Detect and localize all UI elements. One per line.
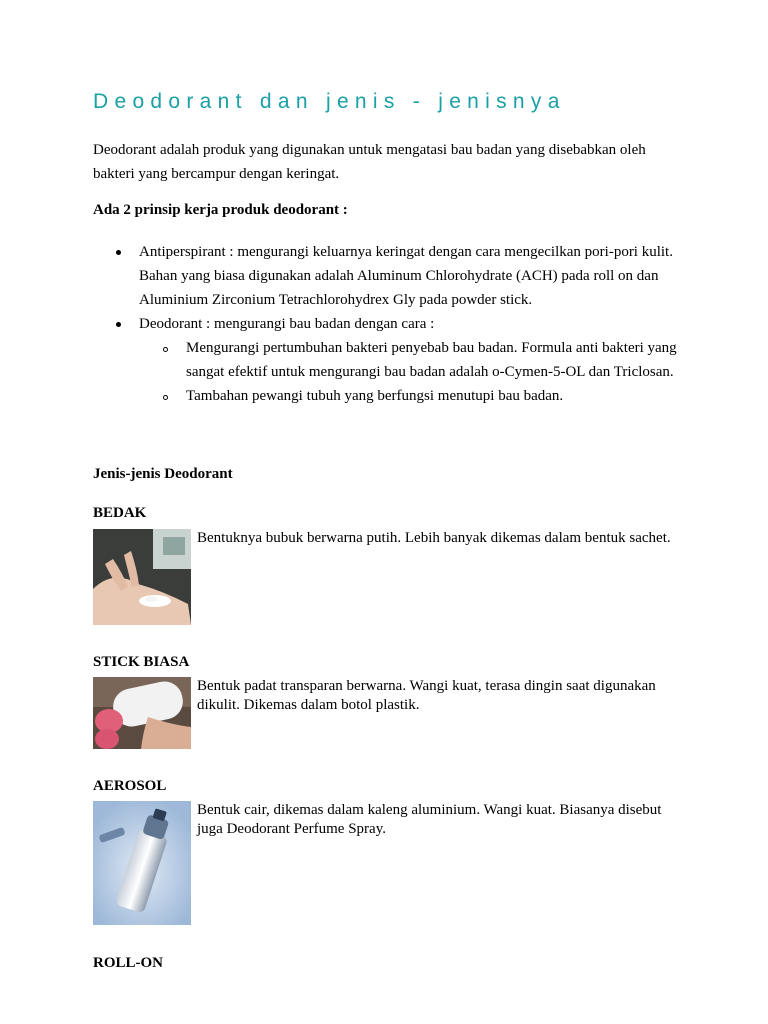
principles-heading: Ada 2 prinsip kerja produk deodorant : bbox=[93, 202, 348, 218]
type-desc-stick: Bentuk padat transparan berwarna. Wangi kuat, terasa dingin saat digunakan dikulit. Dikemas dalam botol plastik. bbox=[197, 678, 656, 713]
stick-deodorant-image bbox=[93, 677, 191, 749]
sub-item-antibacterial: Mengurangi pertumbuhan bakteri penyebab bau badan. Formula anti bakteri yang sangat efektif untuk mengurangi bau badan adalah o-Cymen-5-OL dan Triclosan. bbox=[186, 340, 677, 380]
type-heading-stick: STICK BIASA bbox=[93, 654, 190, 670]
types-heading: Jenis-jenis Deodorant bbox=[93, 466, 233, 482]
bullet-icon bbox=[116, 250, 121, 255]
type-heading-aerosol: AEROSOL bbox=[93, 778, 167, 794]
type-desc-aerosol: Bentuk cair, dikemas dalam kaleng aluminium. Wangi kuat. Biasanya disebut juga Deodorant Perfume Spray. bbox=[197, 802, 662, 837]
principles-list bbox=[93, 240, 683, 408]
circle-bullet-icon bbox=[163, 347, 168, 352]
type-heading-bedak: BEDAK bbox=[93, 505, 147, 521]
bullet-icon bbox=[116, 322, 121, 327]
deodorant-sublist bbox=[139, 336, 683, 408]
principle-antiperspirant: Antiperspirant : mengurangi keluarnya keringat dengan cara mengecilkan pori-pori kulit. Bahan yang biasa digunakan adalah Aluminum Chlorohydrate (ACH) pada roll on dan Aluminium Zirconium Tetrachlorohydrex Gly pada powder stick. bbox=[139, 244, 673, 308]
aerosol-can-image bbox=[93, 801, 191, 925]
powder-hand-image bbox=[93, 529, 191, 625]
circle-bullet-icon bbox=[163, 395, 168, 400]
list-item bbox=[93, 240, 683, 312]
sub-item-fragrance: Tambahan pewangi tubuh yang berfungsi menutupi bau badan. bbox=[186, 388, 564, 404]
list-item bbox=[93, 312, 683, 408]
principle-deodorant: Deodorant : mengurangi bau badan dengan cara : bbox=[139, 316, 435, 332]
sub-list-item bbox=[139, 336, 683, 384]
type-heading-rollon: ROLL-ON bbox=[93, 955, 164, 971]
document-title: Deodorant dan jenis - jenisnya bbox=[93, 90, 566, 113]
sub-list-item bbox=[139, 384, 683, 408]
type-desc-bedak: Bentuknya bubuk berwarna putih. Lebih banyak dikemas dalam bentuk sachet. bbox=[197, 530, 671, 546]
intro-paragraph: Deodorant adalah produk yang digunakan untuk mengatasi bau badan yang disebabkan oleh bakteri yang bercampur dengan keringat. bbox=[93, 142, 646, 182]
